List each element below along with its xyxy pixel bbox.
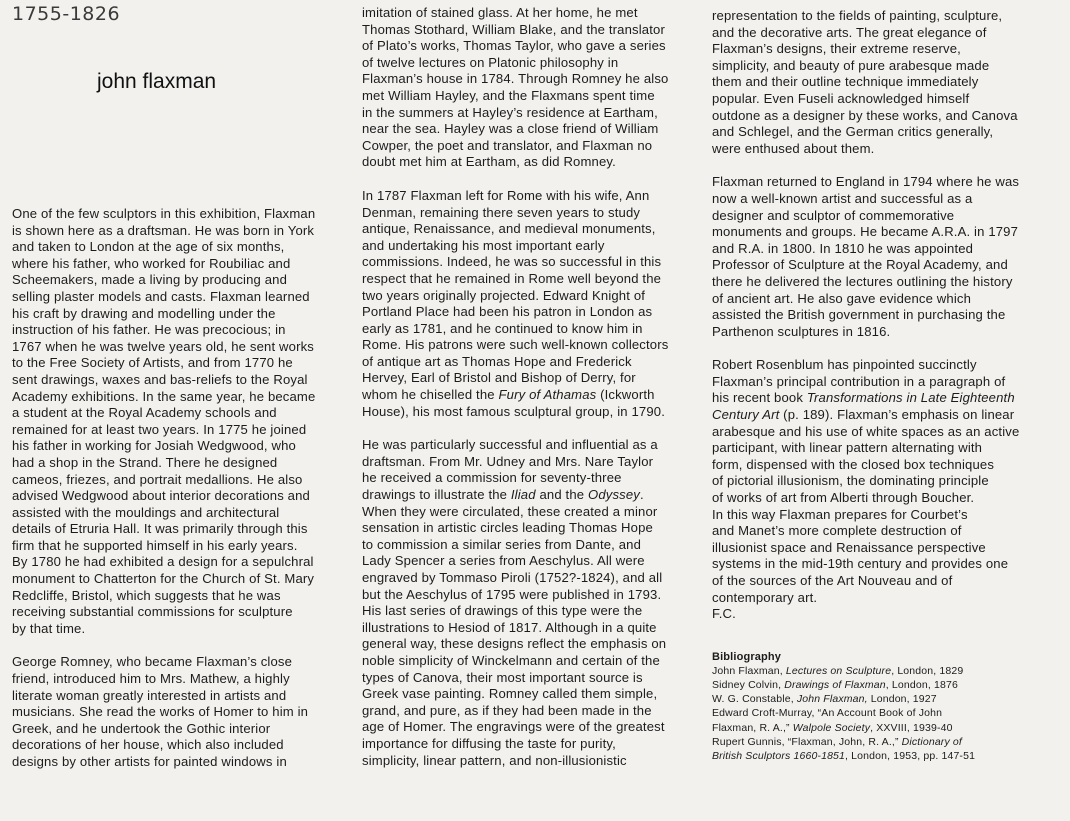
- text-line: Flaxman’s principal contribution in a paragraph of: [712, 373, 1006, 389]
- text-line: a student at the Royal Academy schools and: [12, 405, 277, 421]
- text-line: form, dispensed with the closed box techniques: [712, 456, 995, 472]
- text-line: grand, and pure, as if they had been made in the: [362, 702, 652, 718]
- text-line: George Romney, who became Flaxman’s close: [12, 654, 293, 670]
- text-line: systems in the mid-19th century and provides one: [712, 556, 1009, 572]
- text-line: participant, with linear pattern alternating with: [712, 440, 983, 456]
- text-line: Thomas Stothard, William Blake, and the translator: [362, 21, 665, 37]
- text-line: there he delivered the lectures outlining the history: [712, 273, 1013, 289]
- text-line: and R.A. in 1800. In 1810 he was appointed: [712, 240, 974, 256]
- column-3-paragraphs: [712, 8, 1048, 623]
- text-line: Parthenon sculptures in 1816.: [712, 323, 891, 339]
- text-line: designs by other artists for painted windows in: [12, 754, 287, 769]
- text-line: whom he chiselled the Fury of Athamas (Ickworth: [362, 387, 655, 403]
- text-line: popular. Even Fuseli acknowledged himself: [712, 90, 970, 106]
- text-line: them and their outline technique immediately: [712, 74, 979, 90]
- text-line: is shown here as a draftsman. He was born in York: [12, 222, 315, 238]
- text-line: assisted the British government in purchasing the: [712, 307, 1006, 323]
- text-line: his recent book Transformations in Late Eighteenth: [712, 390, 1015, 406]
- text-line: Sidney Colvin, Drawings of Flaxman, London, 1876: [712, 678, 958, 691]
- text-line: receiving substantial commissions for sculpture: [12, 604, 293, 620]
- text-line: Greek, and he undertook the Gothic interior: [12, 720, 271, 736]
- text-line: advised Wedgwood about interior decorations and: [12, 488, 310, 504]
- text-line: types of Canova, their most important source is: [362, 669, 643, 685]
- paragraph: [12, 654, 348, 770]
- text-line: were enthused about them.: [712, 140, 875, 156]
- text-line: literate woman greatly interested in artists and: [12, 687, 287, 703]
- bibliography-list: [712, 664, 1048, 763]
- text-line: drawings to illustrate the Iliad and the Odyssey.: [362, 487, 644, 503]
- text-line: in the summers at Hayley’s residence at Eartham,: [362, 104, 658, 120]
- text-line: One of the few sculptors in this exhibition, Flaxman: [12, 206, 316, 221]
- text-line: of works of art from Alberti through Boucher.: [712, 490, 975, 506]
- text-line: where his father, who worked for Roubiliac and: [12, 255, 291, 271]
- text-line: doubt met him at Eartham, as did Romney.: [362, 154, 616, 170]
- text-line: selling plaster models and casts. Flaxman learned: [12, 288, 310, 304]
- text-line: details of Etruria Hall. It was primarily through this: [12, 521, 308, 537]
- text-line: noble simplicity of Winckelmann and certain of the: [362, 652, 660, 668]
- text-column-3: [712, 8, 1048, 763]
- text-line: of ancient art. He also gave evidence which: [712, 290, 972, 306]
- text-line: imitation of stained glass. At her home, he met: [362, 5, 638, 20]
- text-line: of twelve lectures on Platonic philosophy in: [362, 54, 619, 70]
- text-line: Robert Rosenblum has pinpointed succinctly: [712, 357, 977, 373]
- paragraph: [12, 206, 348, 637]
- text-line: By 1780 he had exhibited a design for a sepulchral: [12, 554, 314, 570]
- text-line: designer and sculptor of commemorative: [712, 207, 955, 223]
- text-line: Century Art (p. 189). Flaxman’s emphasis on linear: [712, 407, 1015, 423]
- text-line: Rome. His patrons were such well-known collectors: [362, 337, 669, 353]
- text-line: Flaxman returned to England in 1794 where he was: [712, 174, 1020, 190]
- text-line: Lady Spencer a series from Aeschylus. All were: [362, 553, 645, 569]
- text-line: John Flaxman, Lectures on Sculpture, London, 1829: [712, 664, 964, 677]
- text-line: He was particularly successful and influential as a: [362, 437, 658, 453]
- text-line: importance for diffusing the taste for purity,: [362, 735, 616, 751]
- text-line: of Plato’s works, Thomas Taylor, who gave a series: [362, 38, 666, 54]
- paragraph: [362, 5, 698, 171]
- text-line: of antique art as Thomas Hope and Frederick: [362, 353, 632, 369]
- artist-name-annotation: john flaxman: [97, 70, 217, 93]
- text-line: simplicity, linear pattern, and non-illusionistic: [362, 752, 627, 768]
- bibliography-heading: Bibliography: [712, 650, 782, 663]
- text-line: British Sculptors 1660-1851, London, 1953, pp. 147-51: [712, 750, 976, 762]
- text-line: met William Hayley, and the Flaxmans spent time: [362, 87, 655, 103]
- text-line: two years originally projected. Edward Knight of: [362, 287, 646, 303]
- paragraph: [362, 188, 698, 420]
- text-line: simplicity, and beauty of pure arabesque made: [712, 57, 990, 73]
- text-line: and Schlegel, and the German critics generally,: [712, 124, 994, 140]
- text-line: he received a commission for seventy-three: [362, 470, 622, 486]
- text-line: Scheemakers, made a living by producing and: [12, 272, 288, 288]
- text-line: Professor of Sculpture at the Royal Academy, and: [712, 257, 1008, 273]
- text-line: sensation in artistic circles leading Thomas Hope: [362, 520, 653, 536]
- text-line: of the sources of the Art Nouveau and of: [712, 573, 953, 588]
- text-line: and the decorative arts. The great elegance of: [712, 24, 987, 40]
- text-line: Denman, remaining there seven years to study: [362, 204, 641, 220]
- text-line: Greek vase painting. Romney called them simple,: [362, 686, 658, 702]
- paragraph: [712, 8, 1048, 157]
- text-line: Rupert Gunnis, “Flaxman, John, R. A.,” Dictionary of: [712, 735, 962, 748]
- text-line: Flaxman’s house in 1784. Through Romney he also: [362, 71, 669, 87]
- text-line: by that time.: [12, 620, 86, 636]
- text-line: representation to the fields of painting, sculpture,: [712, 8, 1003, 23]
- text-line: illusionist space and Renaissance perspective: [712, 539, 986, 555]
- text-line: House), his most famous sculptural group, in 1790.: [362, 403, 665, 419]
- text-line: but the Aeschylus of 1795 were published in 1793.: [362, 586, 662, 602]
- text-line: Flaxman, R. A.,” Walpole Society, XXVIII, 1939-40: [712, 721, 953, 734]
- text-line: decorations of her house, which also included: [12, 737, 284, 753]
- text-line: outdone as a designer by these works, and Canova: [712, 107, 1018, 123]
- text-line: of pictorial illusionism, the dominating principle: [712, 473, 989, 489]
- text-line: instruction of his father. He was precocious; in: [12, 322, 286, 338]
- text-line: monument to Chatterton for the Church of St. Mary: [12, 571, 315, 587]
- text-line: general way, these designs reflect the emphasis on: [362, 636, 667, 652]
- text-line: draftsman. From Mr. Udney and Mrs. Nare Taylor: [362, 453, 654, 469]
- text-line: F.C.: [712, 606, 736, 622]
- text-line: monuments and groups. He became A.R.A. in 1797: [712, 224, 1019, 240]
- text-column-1: [12, 206, 348, 788]
- bibliography: [712, 650, 1048, 763]
- text-line: remained for at least two years. In 1775 he joined: [12, 421, 307, 437]
- text-line: Flaxman’s designs, their extreme reserve,: [712, 41, 961, 57]
- text-line: Cowper, the poet and translator, and Flaxman no: [362, 137, 653, 153]
- text-line: his father in working for Josiah Wedgwood, who: [12, 438, 296, 454]
- paragraph: [712, 357, 1048, 623]
- text-line: now a well-known artist and successful as a: [712, 190, 973, 206]
- text-line: W. G. Constable, John Flaxman, London, 1927: [712, 693, 937, 706]
- text-line: commissions. Indeed, he was so successful in this: [362, 254, 662, 270]
- text-line: antique, Renaissance, and medieval monuments,: [362, 221, 656, 237]
- text-line: early as 1781, and he continued to know him in: [362, 320, 643, 336]
- text-line: Redcliffe, Bristol, which suggests that he was: [12, 587, 281, 603]
- text-line: When they were circulated, these created a minor: [362, 503, 658, 519]
- text-line: respect that he remained in Rome well beyond the: [362, 270, 662, 286]
- text-line: sent drawings, waxes and bas-reliefs to the Royal: [12, 371, 308, 387]
- text-line: to commission a similar series from Dante, and: [362, 536, 642, 552]
- text-line: and Manet’s more complete destruction of: [712, 523, 962, 539]
- text-line: cameos, friezes, and portrait medallions. He also: [12, 471, 303, 487]
- text-line: firm that he supported himself in his early years.: [12, 537, 298, 553]
- text-line: engraved by Tommaso Piroli (1752?-1824), and all: [362, 570, 663, 585]
- paragraph: [712, 174, 1048, 340]
- text-line: contemporary art.: [712, 589, 818, 605]
- text-line: illustrations to Hesiod of 1817. Although in a quite: [362, 619, 657, 635]
- text-line: musicians. She read the works of Homer to him in: [12, 704, 309, 720]
- text-column-2: [362, 5, 698, 786]
- text-line: 1767 when he was twelve years old, he sent works: [12, 338, 314, 354]
- text-line: In this way Flaxman prepares for Courbet’s: [712, 506, 968, 522]
- text-line: age of Homer. The engravings were of the greatest: [362, 719, 665, 735]
- text-line: and taken to London at the age of six months,: [12, 239, 285, 255]
- text-line: Edward Croft-Murray, “An Account Book of John: [712, 707, 943, 720]
- text-line: His last series of drawings of this type were the: [362, 603, 643, 619]
- text-line: Academy exhibitions. In the same year, he became: [12, 388, 316, 404]
- text-line: Portland Place had been his patron in London as: [362, 304, 653, 320]
- text-line: his craft by drawing and modelling under the: [12, 305, 276, 321]
- text-line: near the sea. Hayley was a close friend of William: [362, 121, 659, 137]
- text-line: to the Free Society of Artists, and from 1770 he: [12, 355, 293, 371]
- paragraph: [362, 437, 698, 769]
- text-line: had a shop in the Strand. There he designed: [12, 454, 278, 470]
- text-line: In 1787 Flaxman left for Rome with his wife, Ann: [362, 187, 650, 203]
- text-line: friend, introduced him to Mrs. Mathew, a highly: [12, 671, 290, 687]
- text-line: arabesque and his use of white spaces as an active: [712, 423, 1020, 439]
- text-line: assisted with the mouldings and architectural: [12, 504, 280, 520]
- text-line: and undertaking his most important early: [362, 237, 605, 253]
- text-line: Hervey, Earl of Bristol and Bishop of Derry, for: [362, 370, 636, 386]
- life-dates: 1755-1826: [12, 3, 121, 25]
